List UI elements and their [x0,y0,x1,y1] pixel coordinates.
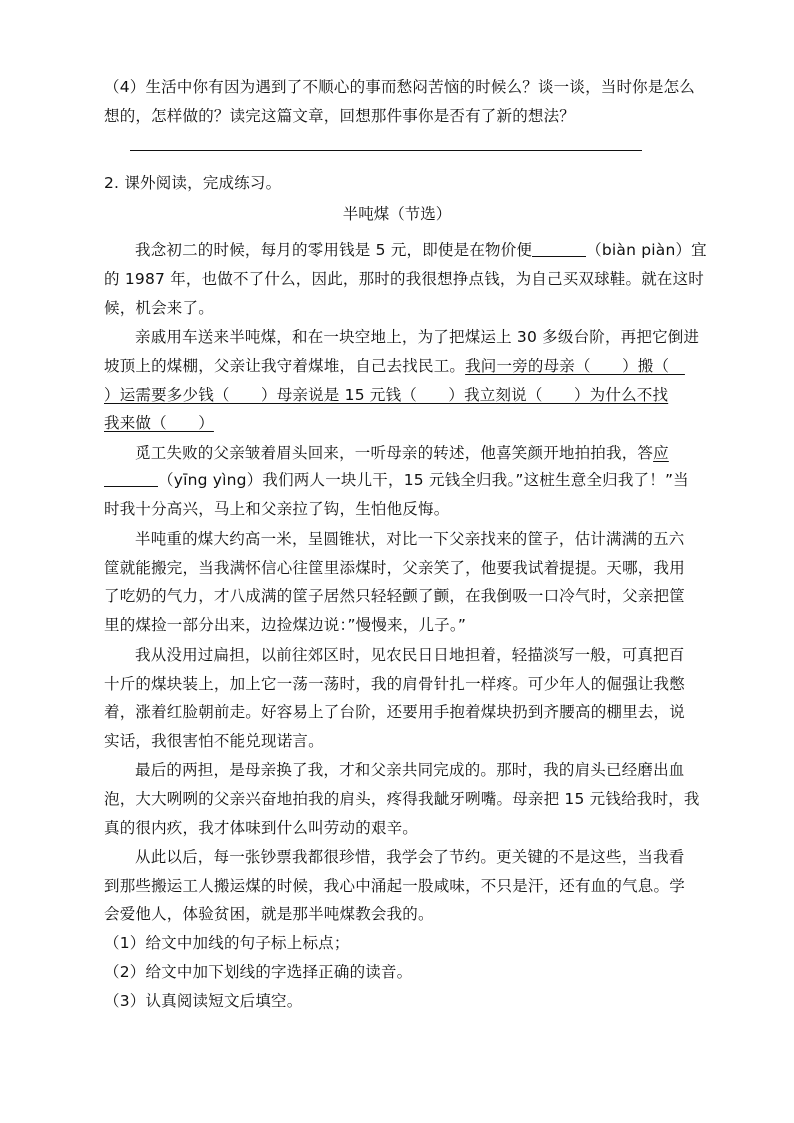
paragraph-1-line-3: 候，机会来了。 [104,299,214,317]
paragraph-7-line-1: 从此以后，每一张钞票我都很珍惜，我学会了节约。更关键的不是这些，当我看 [135,848,685,866]
paragraph-6-line-3: 真的很内疚，我才体味到什么叫劳动的艰辛。 [104,819,419,837]
question-2: （2）给文中加下划线的字选择正确的读音。 [104,963,413,981]
question-4-line-1: （4）生活中你有因为遇到了不顺心的事而愁闷苦恼的时候么？谈一谈，当时你是怎么 [104,78,695,96]
paragraph-3-line-1 [135,443,698,463]
paragraph-1-text: 我念初二的时候，每月的零用钱是 5 元，即使是在物价便 [135,241,533,259]
answer-line [130,150,642,151]
paragraph-3-text: 觅工失败的父亲皱着眉头回来，一听母亲的转述，他喜笑颜开地拍拍我，答 [135,444,654,462]
question-3: （3）认真阅读短文后填空。 [104,992,303,1010]
paragraph-6-line-1: 最后的两担，是母亲换了我，才和父亲共同完成的。那时，我的肩头已经磨出血 [135,761,685,779]
pinyin-choice: （biàn piàn）宜 [586,241,707,259]
question-1: （1）给文中加线的句子标上标点； [104,934,350,952]
paragraph-7-line-3: 会爱他人，体验贫困，就是那半吨煤教会我的。 [104,905,434,923]
paragraph-5-line-4: 实话，我很害怕不能兑现诺言。 [104,732,324,750]
marked-sentence: 我问一旁的母亲（ ）搬（ [465,357,685,375]
paragraph-5-line-1: 我从没用过扁担，以前往郊区时，见农民日日地担着，轻描淡写一般，可真把百 [135,646,685,664]
paragraph-4-line-4: 里的煤捡一部分出来，边捡煤边说：”慢慢来，儿子。” [104,616,467,634]
paragraph-1-line-1 [135,240,707,260]
paragraph-3-line-3: 时我十分高兴，马上和父亲拉了钩，生怕他反悔。 [104,500,450,518]
paragraph-4-line-1: 半吨重的煤大约高一米，呈圆锥状，对比一下父亲找来的筐子，估计满满的五六 [135,530,685,548]
article-title: 半吨煤（节选） [342,205,452,223]
underlined-character: 应 [653,444,669,462]
question-4-line-2: 想的，怎样做的？读完这篇文章，回想那件事你是否有了新的想法？ [104,107,576,125]
fill-blank[interactable] [104,472,158,487]
paragraph-7-line-2: 到那些搬运工人搬运煤的时候，我心中涌起一股咸味，不只是汗，还有血的气息。学 [104,877,685,895]
paragraph-1-line-2: 的 1987 年，也做不了什么，因此，那时的我很想挣点钱，为自己买双球鞋。就在这时 [104,270,705,288]
paragraph-5-line-3: 着，涨着红脸朝前走。好容易上了台阶，还要用手抱着煤块扔到齐腰高的棚里去，说 [104,703,685,721]
paragraph-6-line-2: 泡，大大咧咧的父亲兴奋地拍我的肩头，疼得我龇牙咧嘴。母亲把 15 元钱给我时，我 [104,790,700,808]
paragraph-2-line-1: 亲戚用车送来半吨煤，和在一块空地上，为了把煤运上 30 多级台阶，再把它倒进 [135,328,700,346]
paragraph-2-text: 坡顶上的煤棚，父亲让我守着煤堆，自己去找民工。 [104,357,466,375]
paragraph-5-line-2: 十斤的煤块装上，加上它一荡一荡时，我的肩骨针扎一样疼。可少年人的倔强让我憋 [104,675,685,693]
paragraph-2-line-2 [104,356,698,376]
marked-sentence-line-2: ）运需要多少钱（ ）母亲说是 15 元钱（ ）我立刻说（ ）为什么不找 [104,386,669,404]
fill-blank[interactable] [532,242,586,257]
section-2-heading: 2. 课外阅读，完成练习。 [104,174,282,192]
paragraph-4-line-3: 了吃奶的气力，才八成满的筐子居然只轻轻颤了颤，在我倒吸一口冷气时，父亲把筐 [104,587,685,605]
paragraph-3-line-2 [104,470,698,490]
marked-sentence-line-3: 我来做（ ） [104,414,214,432]
paragraph-4-line-2: 筐就能搬完，当我满怀信心往筐里添煤时，父亲笑了，他要我试着提提。天哪，我用 [104,559,685,577]
pinyin-choice: （yīng yìng）我们两人一块儿干，15 元钱全归我。”这桩生意全归我了！”当 [158,471,689,489]
